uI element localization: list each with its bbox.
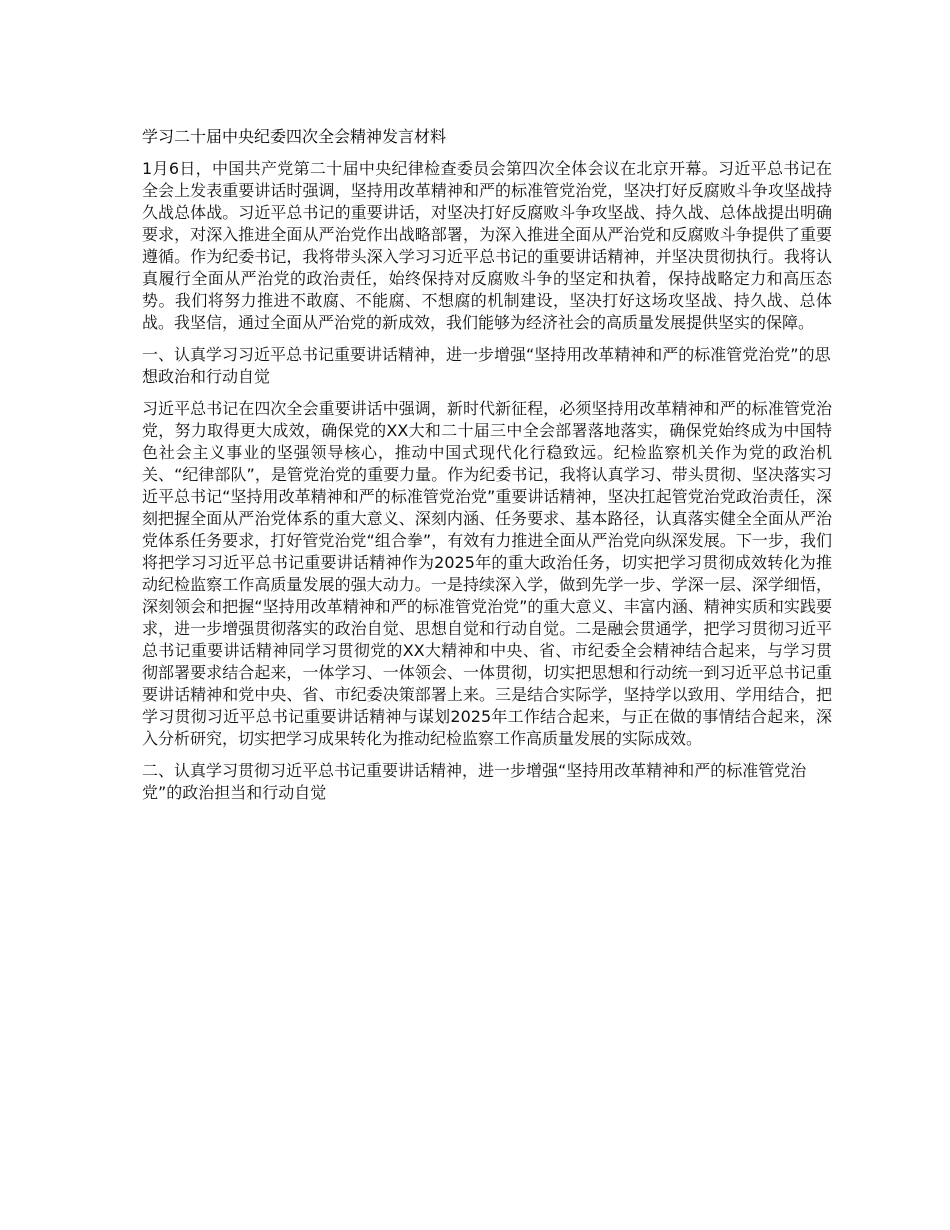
document-title: 学习二十届中央纪委四次全会精神发言材料 bbox=[142, 127, 447, 146]
section-1-heading: 一、认真学习习近平总书记重要讲话精神，进一步增强“坚持用改革精神和严的标准管党治党”的思想政治和行动自觉 bbox=[142, 345, 831, 386]
section-2-heading: 二、认真学习贯彻习近平总书记重要讲话精神，进一步增强“坚持用改革精神和严的标准管党治党”的政治担当和行动自觉 bbox=[142, 761, 807, 802]
intro-paragraph: 1月6日，中国共产党第二十届中央纪律检查委员会第四次全体会议在北京开幕。习近平总书记在全会上发表重要讲话时强调，坚持用改革精神和严的标准管党治党，坚决打好反腐败斗争攻坚战持久战总体战。习近平总书记的重要讲话，对坚决打好反腐败斗争攻坚战、持久战、总体战提出明确要求，对深入推进全面从严治党作出战略部署，为深入推进全面从严治党和反腐败斗争提供了重要遵循。作为纪委书记，我将带头深入学习习近平总书记的重要讲话精神，并坚决贯彻执行。我将认真履行全面从严治党的政治责任，始终保持对反腐败斗争的坚定和执着，保持战略定力和高压态势。我们将努力推进不敢腐、不能腐、不想腐的机制建设，坚决打好这场攻坚战、持久战、总体战。我坚信，通过全面从严治党的新成效，我们能够为经济社会的高质量发展提供坚实的保障。 bbox=[142, 159, 832, 332]
section-1-paragraph: 习近平总书记在四次全会重要讲话中强调，新时代新征程，必须坚持用改革精神和严的标准管党治党，努力取得更大成效，确保党的XX大和二十届三中全会部署落地落实，确保党始终成为中国特色社会主义事业的坚强领导核心，推动中国式现代化行稳致远。纪检监察机关作为党的政治机关、“纪律部队”，是管党治党的重要力量。作为纪委书记，我将认真学习、带头贯彻、坚决落实习近平总书记“坚持用改革精神和严的标准管党治党”重要讲话精神，坚决扛起管党治党政治责任，深刻把握全面从严治党体系的重大意义、深刻内涵、任务要求、基本路径，认真落实健全全面从严治党体系任务要求，打好管党治党“组合拳”，有效有力推进全面从严治党向纵深发展。下一步，我们将把学习习近平总书记重要讲话精神作为2025年的重大政治任务，切实把学习贯彻成效转化为推动纪检监察工作高质量发展的强大动力。一是持续深入学，做到先学一步、学深一层、深学细悟，深刻领会和把握“坚持用改革精神和严的标准管党治党”的重大意义、丰富内涵、精神实质和实践要求，进一步增强贯彻落实的政治自觉、思想自觉和行动自觉。二是融会贯通学，把学习贯彻习近平总书记重要讲话精神同学习贯彻党的XX大精神和中央、省、市纪委全会精神结合起来，与学习贯彻部署要求结合起来，一体学习、一体领会、一体贯彻，切实把思想和行动统一到习近平总书记重要讲话精神和党中央、省、市纪委决策部署上来。三是结合实际学，坚持学以致用、学用结合，把学习贯彻习近平总书记重要讲话精神与谋划2025年工作结合起来，与正在做的事情结合起来，深入分析研究，切实把学习成果转化为推动纪检监察工作高质量发展的实际成效。 bbox=[142, 399, 832, 748]
document-body bbox=[142, 126, 832, 814]
